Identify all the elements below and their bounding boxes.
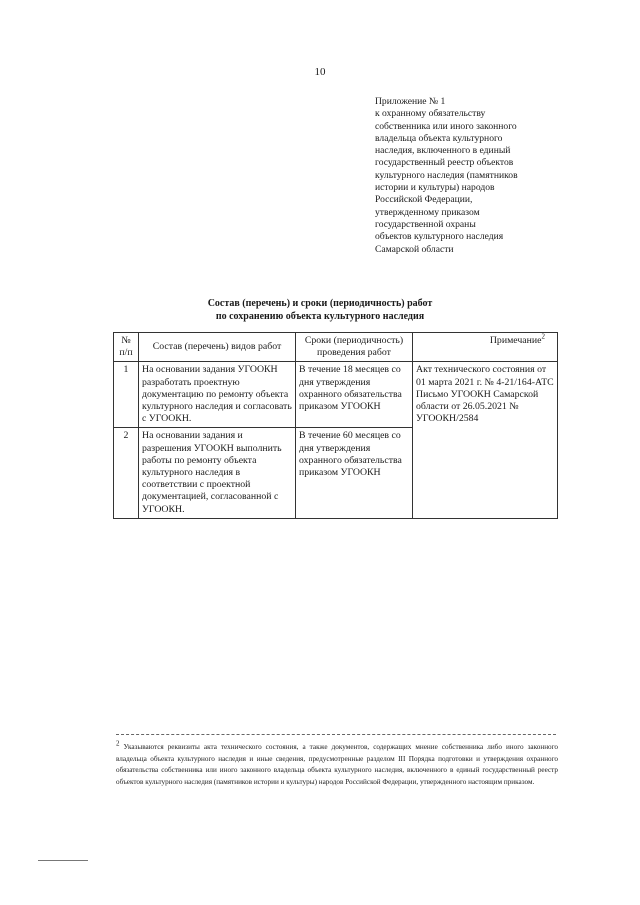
row-composition: На основании задания и разрешения УГООКН выполнить работы по ремонту объекта культурного наследия в соответствии с проектной документацией, согласованной с УГООКН. [139, 428, 296, 518]
appendix-line: объектов культурного наследия [375, 231, 504, 243]
row-terms: В течение 60 месяцев со дня утверждения охранного обязательства приказом УГООКН [296, 428, 413, 518]
appendix-line: Приложение № 1 [375, 96, 446, 107]
appendix-line: владельца объекта культурного [375, 132, 503, 144]
page-number: 10 [314, 66, 326, 78]
appendix-line: Российской Федерации, [375, 194, 473, 206]
footnote-divider [116, 734, 556, 735]
works-table [113, 332, 558, 519]
header-composition: Состав (перечень) видов работ [139, 333, 296, 362]
appendix-line: государственный реестр объектов [375, 157, 514, 169]
appendix-line: государственной охраны [375, 218, 476, 230]
bottom-margin-mark [38, 860, 88, 861]
appendix-header [375, 96, 585, 256]
appendix-line: культурного наследия (памятников [375, 169, 518, 181]
header-num: № п/п [114, 333, 139, 362]
appendix-line: наследия, включенного в единый [375, 145, 511, 157]
row-num: 1 [114, 362, 139, 428]
footnote-marker: 2 [116, 739, 120, 748]
header-note-footnote-marker: 2 [541, 332, 545, 341]
appendix-line: утвержденному приказом [375, 206, 480, 218]
row-composition: На основании задания УГООКН разработать проектную документацию по ремонту объекта культурного наследия и согласовать с УГООКН. [139, 362, 296, 428]
header-note [413, 333, 558, 362]
appendix-line: истории и культуры) народов [375, 182, 495, 194]
footnote-text: Указываются реквизиты акта технического состояния, а также документов, содержащих мнение собственника либо иного законного владельца объекта культурного наследия и иные сведения, предусмотренные разделом III Порядка подготовки и утверждения охранного обязательства собственника или иного законного владельца объекта культурного наследия, включенного в единый государственный реестр объектов культурного наследия (памятников истории и культуры) народов Российской Федерации, утвержденного настоящим приказом. [116, 743, 558, 786]
footnote [116, 739, 558, 788]
table-row [114, 362, 558, 428]
row-note: Акт технического состояния от 01 марта 2021 г. № 4-21/164-АТС Письмо УГООКН Самарской области от 26.05.2021 № УГООКН/2584 [413, 362, 558, 518]
header-terms: Сроки (периодичность) проведения работ [296, 333, 413, 362]
row-num: 2 [114, 428, 139, 518]
title-line-2: по сохранению объекта культурного наследия [215, 311, 425, 322]
appendix-line: к охранному обязательству [375, 108, 486, 120]
row-terms: В течение 18 месяцев со дня утверждения охранного обязательства приказом УГООКН [296, 362, 413, 428]
document-title [0, 297, 640, 323]
header-note-label: Примечание [489, 335, 542, 346]
appendix-line: Самарской области [375, 243, 454, 255]
title-line-1: Состав (перечень) и сроки (периодичность) работ [207, 298, 433, 309]
appendix-line: собственника или иного законного [375, 120, 517, 132]
table-header-row [114, 333, 558, 362]
